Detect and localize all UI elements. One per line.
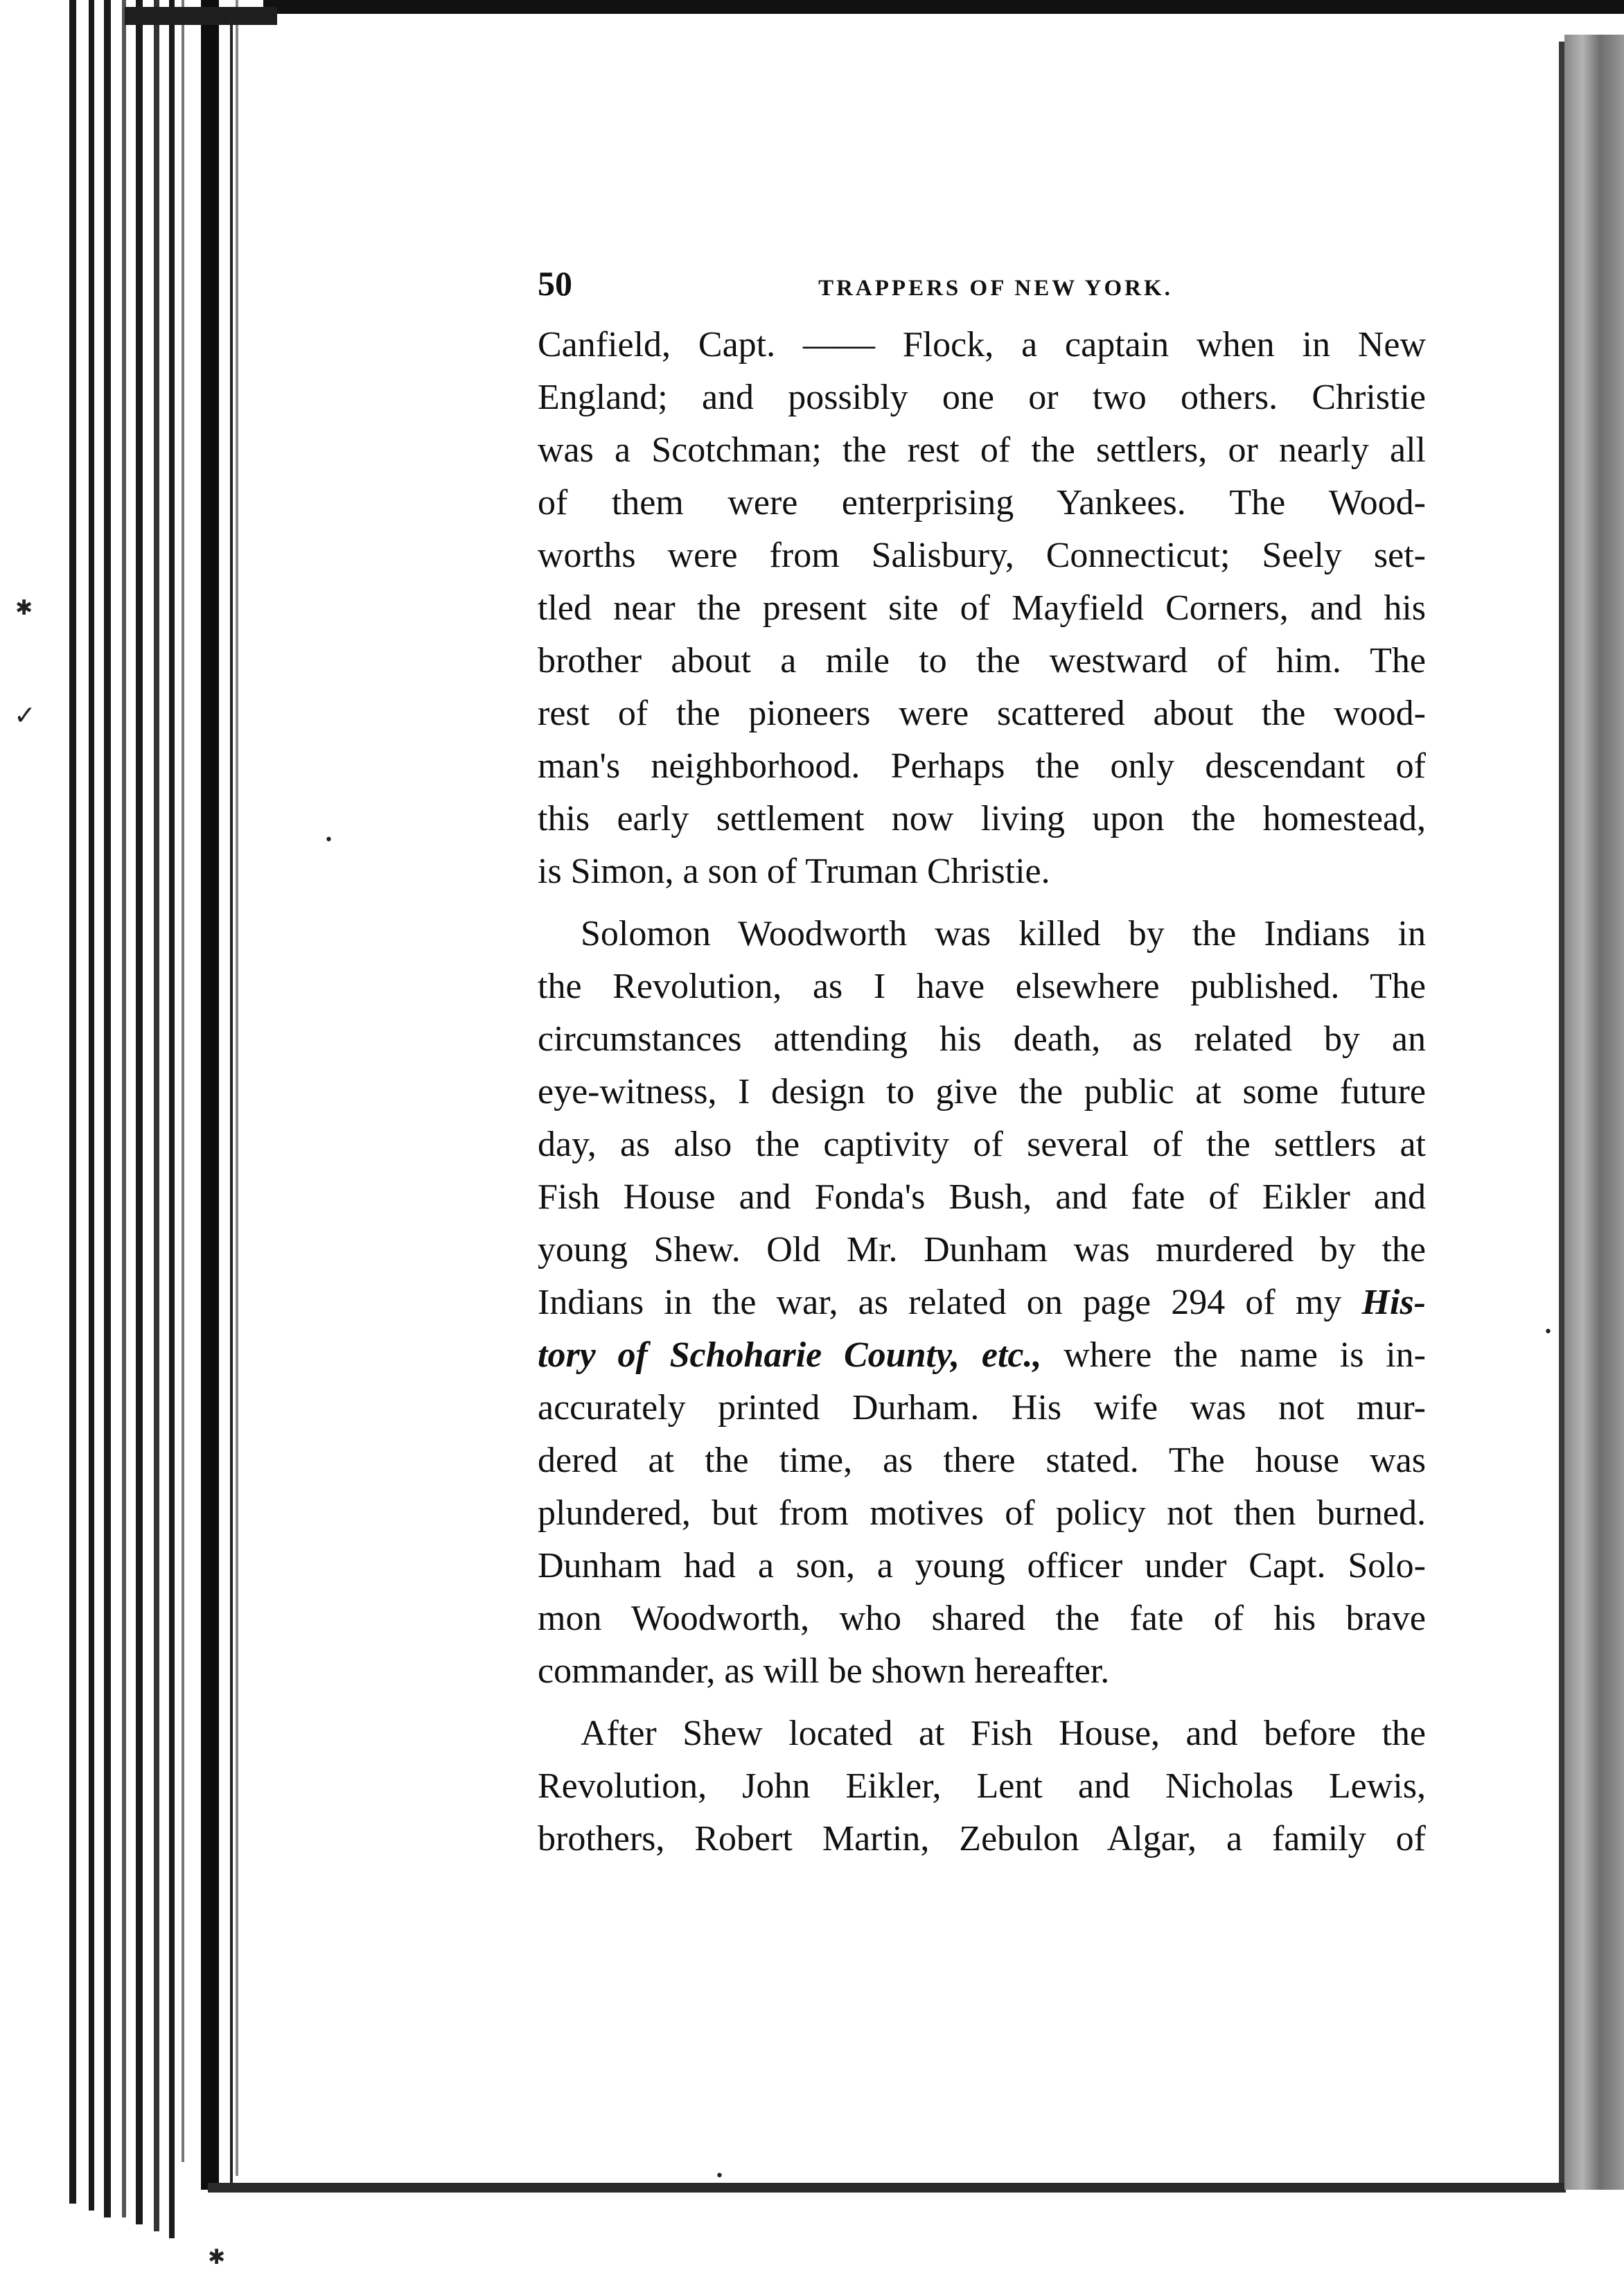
text-line: commander, as will be shown hereafter. (538, 1651, 1110, 1691)
running-head (538, 263, 1426, 312)
scan-speck: ✱ (15, 596, 33, 620)
text-line: worths were from Salisbury, Connecticut; Seely set- (538, 536, 1426, 575)
text-line: England; and possibly one or two others. Christie (538, 378, 1426, 417)
scan-speck: • (324, 832, 333, 849)
text-line: Fish House and Fonda's Bush, and fate of Eikler and (538, 1177, 1426, 1217)
text-line: plundered, but from motives of policy not then burned. (538, 1493, 1426, 1533)
page-edge (136, 0, 143, 2224)
right-page-edge (1564, 35, 1624, 2190)
text-line: young Shew. Old Mr. Dunham was murdered by the (538, 1230, 1426, 1270)
page-number: 50 (538, 264, 572, 303)
scan-speck: • (1544, 1324, 1553, 1341)
left-page-edges (0, 0, 263, 2284)
text-line: day, as also the captivity of several of the settlers at (538, 1125, 1426, 1164)
page-edge (201, 0, 219, 2190)
text-block (538, 263, 1426, 1865)
page-edge (122, 0, 126, 2217)
page-edge (104, 0, 111, 2217)
text-line: brother about a mile to the westward of him. The (538, 641, 1426, 680)
text-line-with-italic (538, 1329, 1426, 1382)
text-line: eye-witness, I design to give the public at some future (538, 1072, 1426, 1112)
text-line: mon Woodworth, who shared the fate of his brave (538, 1599, 1426, 1638)
text-line: circumstances attending his death, as related by an (538, 1019, 1426, 1059)
text-line: tled near the present site of Mayfield Corners, and his (538, 588, 1426, 628)
text-line: Revolution, John Eikler, Lent and Nicholas Lewis, (538, 1766, 1426, 1806)
text-line: accurately printed Durham. His wife was not mur- (538, 1388, 1426, 1428)
paragraph-2 (538, 908, 1426, 1698)
page-bottom-edge (208, 2183, 1566, 2193)
page-edge (69, 0, 76, 2204)
running-title: TRAPPERS OF NEW YORK. (818, 276, 1173, 301)
text-line: Solomon Woodworth was killed by the Indians in (581, 914, 1426, 954)
page-edge (169, 0, 175, 2238)
scan-speck: • (715, 2168, 724, 2185)
scan-speck: ✱ (208, 2245, 226, 2269)
text-segment: where the name is in- (1041, 1335, 1426, 1375)
page-edge (154, 0, 159, 2231)
paragraph-3 (538, 1707, 1426, 1865)
text-line: Dunham had a son, a young officer under Capt. Solo- (538, 1546, 1426, 1585)
text-segment: Indians in the war, as related on page 294 of my (538, 1283, 1362, 1322)
text-line: is Simon, a son of Truman Christie. (538, 852, 1050, 891)
text-line: Canfield, Capt. —— Flock, a captain when in New (538, 325, 1426, 364)
text-line: rest of the pioneers were scattered about the wood- (538, 694, 1426, 733)
paragraph-1 (538, 319, 1426, 898)
page-edge (182, 0, 184, 2162)
text-line: dered at the time, as there stated. The house was (538, 1441, 1426, 1480)
text-line: After Shew located at Fish House, and before the (581, 1714, 1426, 1753)
italic-title: His- (1361, 1283, 1426, 1322)
text-line: brothers, Robert Martin, Zebulon Algar, a family of (538, 1819, 1426, 1859)
text-line: this early settlement now living upon the homestead, (538, 799, 1426, 838)
text-line-with-italic (538, 1276, 1426, 1329)
text-line: man's neighborhood. Perhaps the only descendant of (538, 746, 1426, 786)
italic-title: tory of Schoharie County, etc., (538, 1335, 1042, 1375)
scan-speck: ✓ (14, 700, 36, 730)
text-line: of them were enterprising Yankees. The Wood- (538, 483, 1426, 522)
text-line: was a Scotchman; the rest of the settlers, or nearly all (538, 430, 1426, 470)
text-line: the Revolution, as I have elsewhere published. The (538, 967, 1426, 1006)
page-edge (89, 0, 94, 2211)
